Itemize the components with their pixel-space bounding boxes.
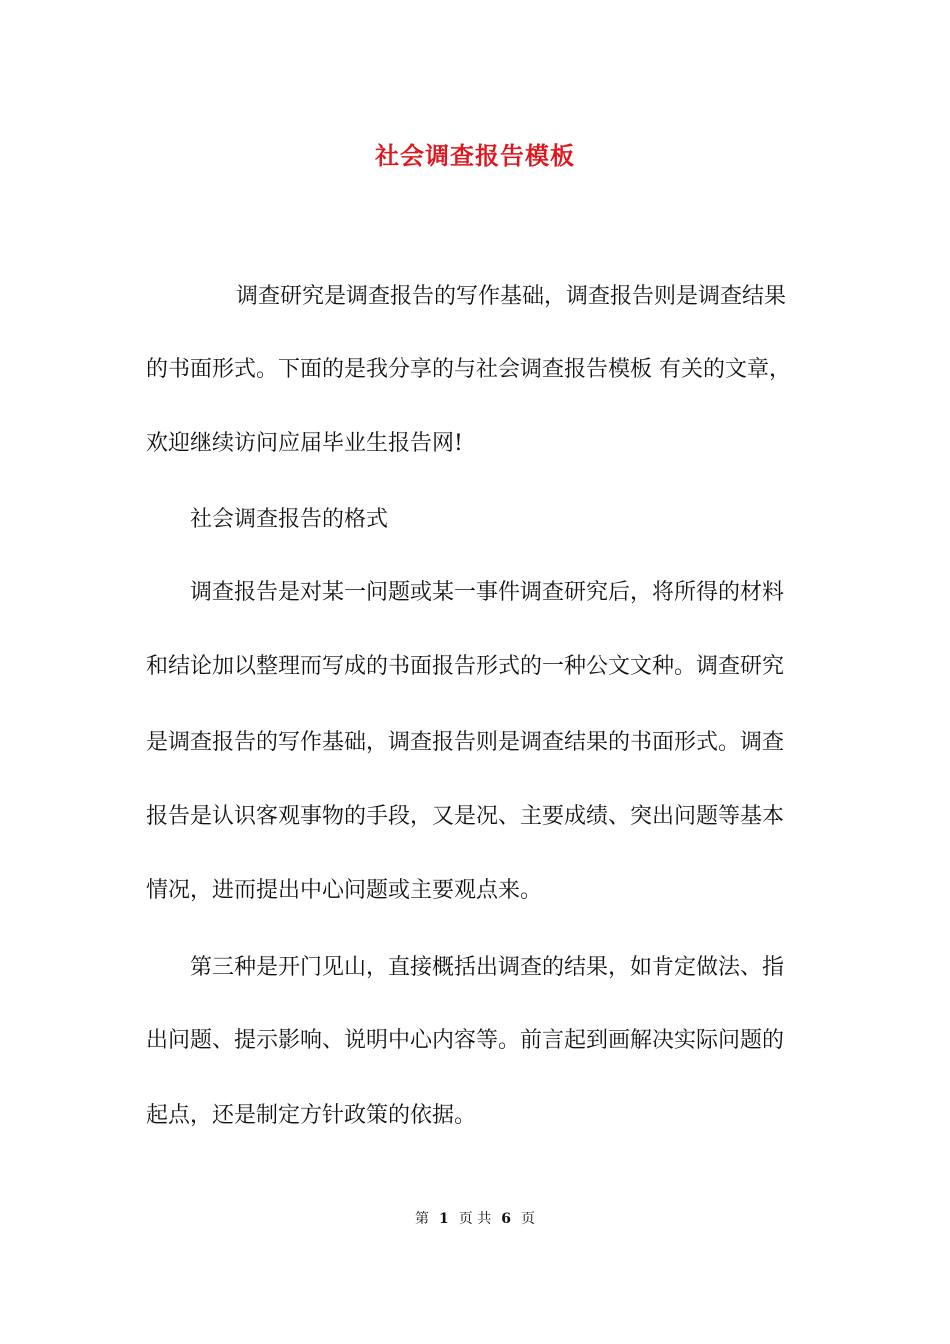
paragraph-line: 出问题、提示影响、说明中心内容等。前言起到画解决实际问题的 bbox=[146, 1028, 785, 1053]
paragraph-line: 欢迎继续访问应届毕业生报告网! bbox=[146, 431, 463, 456]
page-label-suffix: 页 bbox=[520, 1211, 535, 1227]
paragraph-line: 调查研究是调查报告的写作基础，调查报告则是调查结果 bbox=[236, 284, 787, 309]
total-pages-number: 6 bbox=[501, 1211, 511, 1227]
page-label-mid: 页 共 bbox=[458, 1211, 492, 1227]
page-label-prefix: 第 bbox=[415, 1211, 430, 1227]
paragraph-line: 情况，进而提出中心问题或主要观点来。 bbox=[146, 878, 543, 903]
current-page-number: 1 bbox=[439, 1211, 449, 1227]
section-heading: 社会调查报告的格式 bbox=[190, 507, 389, 532]
page-footer bbox=[0, 1208, 950, 1228]
paragraph-line: 调查报告是对某一问题或某一事件调查研究后，将所得的材料 bbox=[190, 580, 785, 605]
paragraph-line: 起点，还是制定方针政策的依据。 bbox=[146, 1103, 477, 1128]
paragraph-line: 和结论加以整理而写成的书面报告形式的一种公文文种。调查研究 bbox=[146, 654, 785, 679]
document-title: 社会调查报告模板 bbox=[375, 141, 575, 170]
paragraph-line: 是调查报告的写作基础，调查报告则是调查结果的书面形式。调查 bbox=[146, 730, 785, 755]
paragraph-line: 报告是认识客观事物的手段，又是况、主要成绩、突出问题等基本 bbox=[146, 804, 785, 829]
paragraph-line: 的书面形式。下面的是我分享的与社会调查报告模板 有关的文章， bbox=[146, 357, 791, 382]
paragraph-line: 第三种是开门见山，直接概括出调查的结果，如肯定做法、指 bbox=[190, 955, 785, 980]
